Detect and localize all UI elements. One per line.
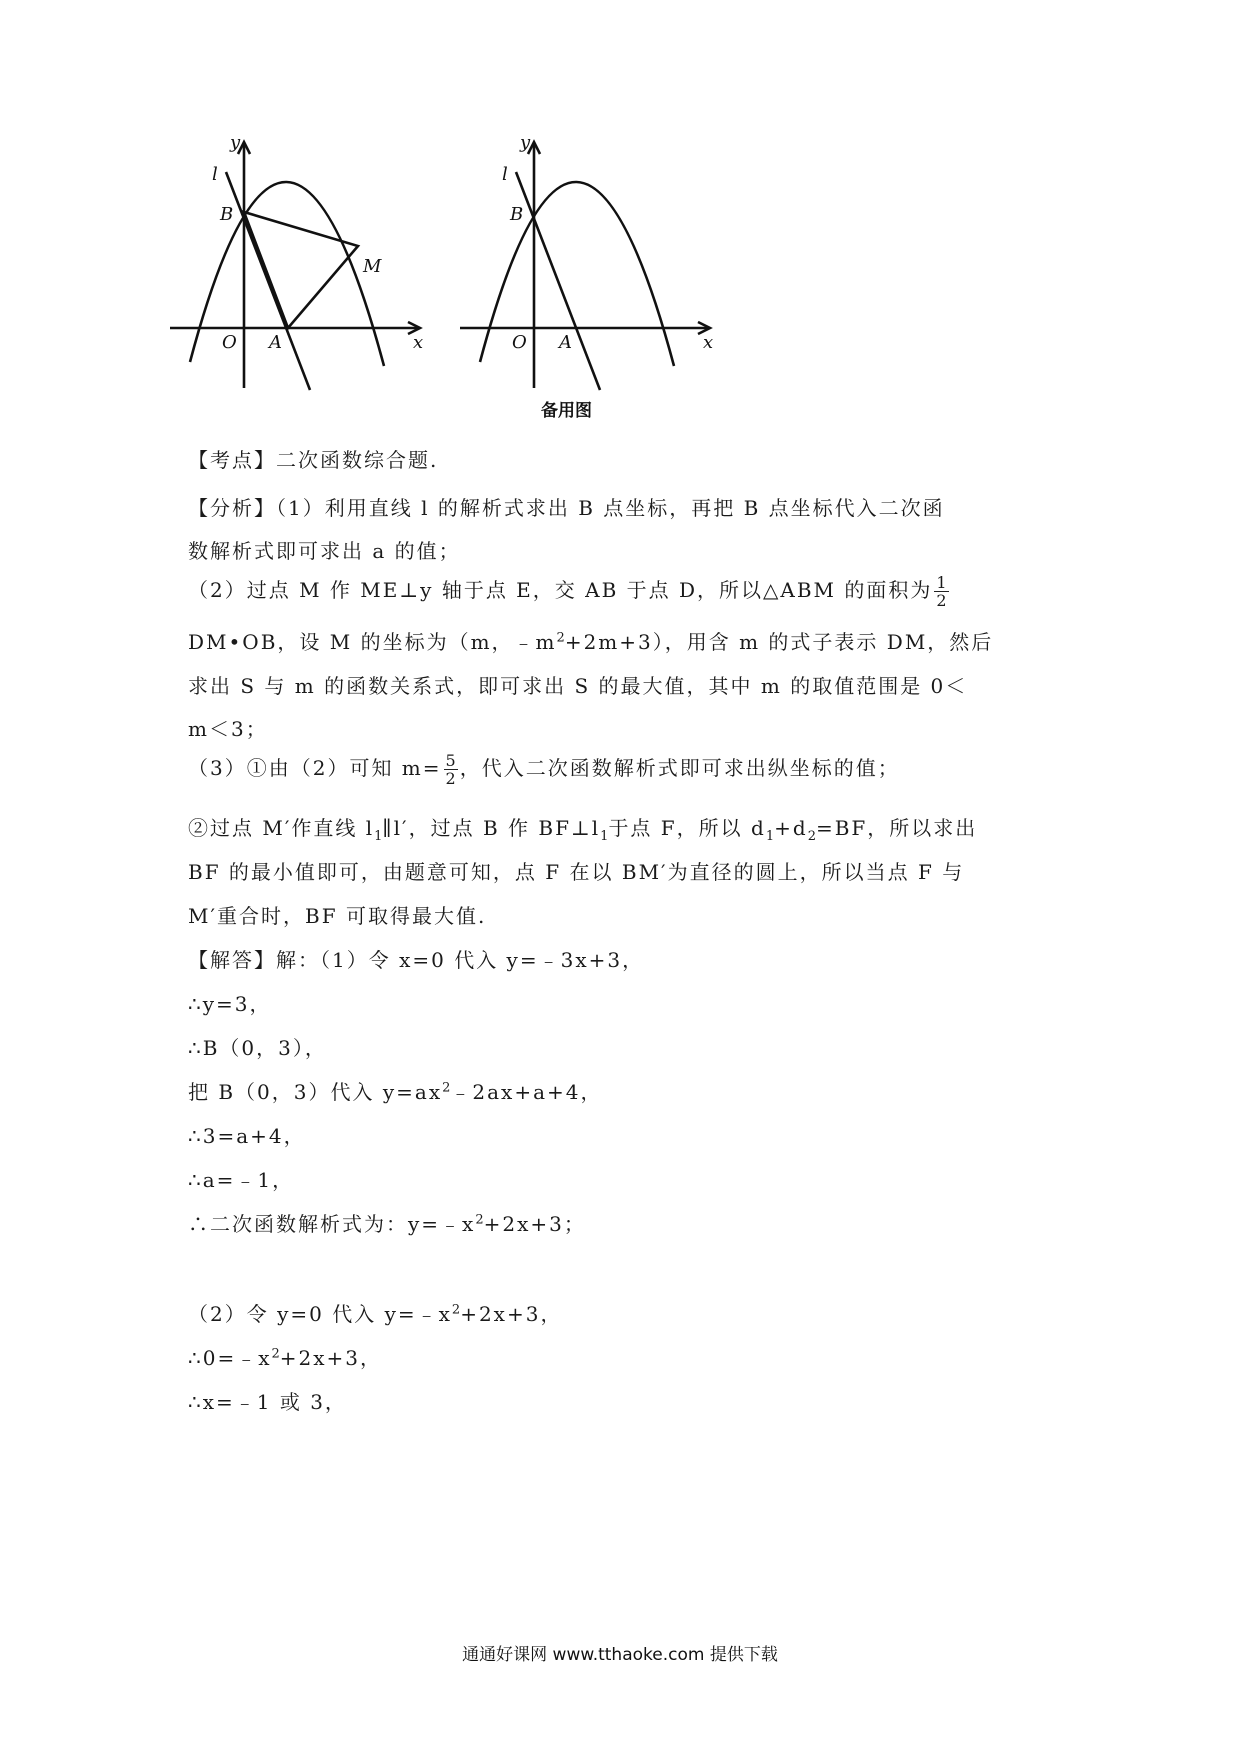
text-line: 【考点】二次函数综合题. — [188, 448, 439, 472]
figure-backup — [458, 130, 728, 421]
parabola-figure — [168, 130, 438, 400]
text-line: 数解析式即可求出 a 的值； — [188, 539, 461, 563]
figure-main — [168, 130, 438, 400]
label-l: l — [502, 164, 508, 185]
text-line: DM•OB，设 M 的坐标为（m，$﹣m^2+2m+3$），用含 m 的式子表示 DM，然后 — [188, 630, 994, 654]
text-line: ∴3=a+4， — [188, 1124, 306, 1148]
text-line: ∴x=﹣1 或 3， — [188, 1390, 347, 1414]
text-line: 求出 S 与 m 的函数关系式，即可求出 S 的最大值，其中 m 的取值范围是 0＜ — [188, 674, 968, 698]
text-line: ②过点 M′作直线 $l_1\parallel l'$，过点 B 作 $BF\perp l_1$于点 F，所以 $d_1+d_2=BF$，所以求出 — [188, 816, 978, 844]
label-y: y — [520, 132, 531, 153]
label-m: M — [363, 256, 382, 277]
label-o: O — [512, 332, 527, 353]
triangle-abm — [244, 212, 358, 328]
label-a: A — [559, 332, 572, 353]
text-line: 把 B（0，3）代入 $y=ax^2﹣2ax+a+4$， — [188, 1080, 603, 1104]
text-line: m＜3； — [188, 717, 268, 741]
text-line: ∴y=3， — [188, 992, 272, 1016]
text-line: M′重合时，BF 可取得最大值. — [188, 904, 487, 928]
text-line: （3）①由（2）可知 m= $\frac{5}{2}$ ，代入二次函数解析式即可求出纵坐标的值； — [188, 751, 900, 788]
text-line: 【解答】解：（1）令 x=0 代入 y=﹣3x+3， — [188, 948, 645, 972]
fraction: $\frac{5}{2}$ — [445, 751, 456, 788]
figure-caption: 备用图 — [541, 401, 592, 421]
line-l — [516, 172, 600, 390]
parabola-figure-backup — [458, 130, 728, 400]
text-line: 【分析】（1）利用直线 l 的解析式求出 B 点坐标，再把 B 点坐标代入二次函 — [188, 496, 945, 520]
label-o: O — [222, 332, 237, 353]
text-line: （2）令 y=0 代入 $y=﹣x^2+2x+3$， — [188, 1302, 563, 1326]
label-x: x — [703, 332, 714, 353]
text-line: $\therefore 0=﹣x^2+2x+3$， — [188, 1346, 383, 1370]
text-line: BF 的最小值即可，由题意可知，点 F 在以 BM′为直径的圆上，所以当点 F 与 — [188, 860, 965, 884]
text-line: （2）过点 M 作 ME⊥y 轴于点 E，交 AB 于点 D，所以△ABM 的面积为 $\frac{1}{2}$ — [188, 573, 947, 610]
line-l — [226, 172, 310, 390]
label-x: x — [413, 332, 424, 353]
fraction: $\frac{1}{2}$ — [936, 573, 947, 610]
text-line: ∴a=﹣1， — [188, 1168, 295, 1192]
text-line: ∴二次函数解析式为：$y=﹣x^2+2x+3$； — [188, 1212, 586, 1236]
label-a: A — [269, 332, 282, 353]
footer-text: 通通好课网 www.tthaoke.com 提供下载 — [462, 1645, 778, 1665]
label-b: B — [220, 204, 234, 225]
label-b: B — [510, 204, 524, 225]
label-y: y — [230, 132, 241, 153]
text-line: ∴B（0，3）， — [188, 1036, 327, 1060]
label-l: l — [212, 164, 218, 185]
